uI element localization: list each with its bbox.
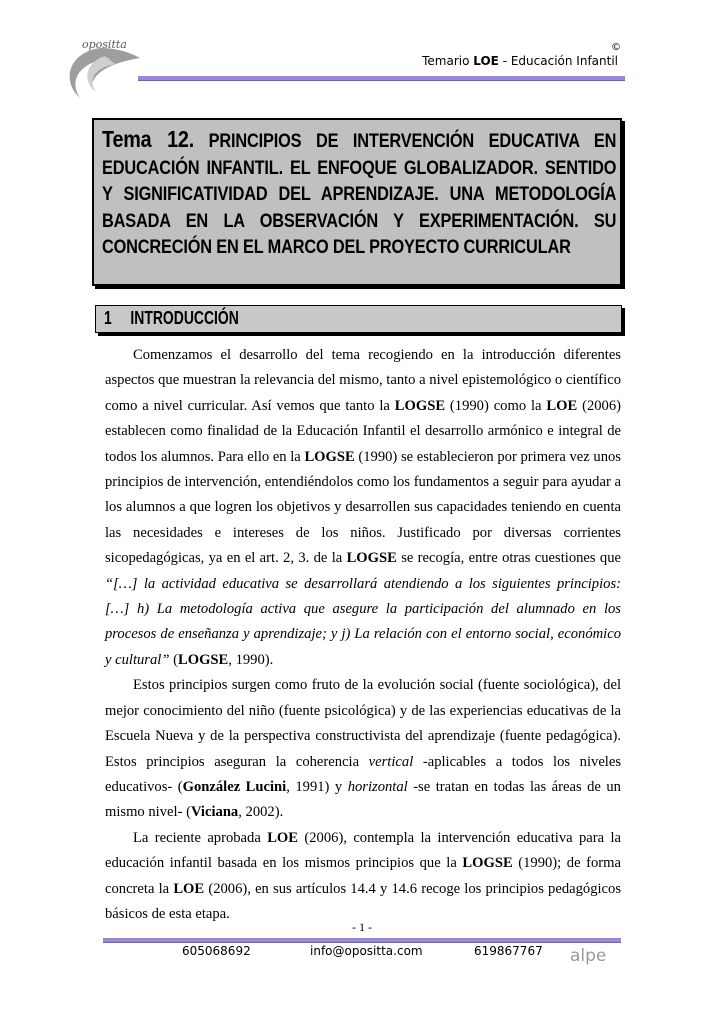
- header-divider: [138, 76, 625, 81]
- section-heading-text: [104, 308, 254, 329]
- text-segment: Estos principios surgen como fruto de la evolución social (fuente sociológica), del mejor conocimiento del niño (fuente psicológica) y de las experiencias educativas de la Escuela Nueva y de la perspectiva constructivista del aprendizaje (fuente pedagógica). Estos principios aseguran la coherencia: [105, 677, 621, 770]
- text-segment: , 2002).: [238, 804, 284, 821]
- section-heading: [95, 305, 622, 333]
- bold-text: LOGSE: [394, 397, 446, 414]
- section-number: 1: [104, 308, 112, 328]
- topic-title-box: [92, 118, 622, 286]
- page-number: - 1 -: [352, 920, 372, 934]
- bold-text: LOE: [267, 829, 299, 846]
- text-segment: , 1990).: [228, 651, 274, 668]
- text-segment: (1990) se establecieron por primera vez unos principios de intervención, entendiéndolos como los fundamentos a seguir para ayudar a los alumnos a que logren los objetivos y desarrollen sus capacidades teniendo en cuenta las necesidades e intereses de los niños. Justificado por diversas corrientes sicopedagógicas, ya en el art. 2, 3. de la: [105, 448, 621, 567]
- bold-text: LOGSE: [177, 651, 229, 668]
- paragraph: [105, 826, 621, 928]
- footer-phone-1: 605068692: [182, 944, 251, 958]
- paragraph: [105, 673, 621, 825]
- section-title: INTRODUCCIÓN: [130, 308, 239, 328]
- text-segment: (1990) como la: [445, 397, 547, 414]
- text-segment: Comenzamos el desarrollo del tema recogiendo en la introducción diferentes aspectos que muestran la relevancia del mismo, tanto a nivel epistemológico o científico como a nivel curricular. Así vemos que tanto la: [105, 347, 621, 414]
- header-title-prefix: Temario: [422, 54, 474, 68]
- header-title: [422, 54, 618, 68]
- copyright-symbol: ©: [611, 42, 621, 53]
- body-text: [105, 343, 621, 927]
- bold-text: LOE: [173, 880, 205, 897]
- footer-divider: [103, 938, 621, 943]
- text-segment: (: [169, 651, 178, 668]
- bold-text: LOE: [546, 397, 578, 414]
- topic-title-text: PRINCIPIOS DE INTERVENCIÓN EDUCATIVA EN EDUCACIÓN INFANTIL. EL ENFOQUE GLOBALIZADOR. SENTIDO Y SIGNIFICATIVIDAD DEL APRENDIZAJE. UNA METODOLOGÍA BASADA EN LA OBSERVACIÓN Y EXPERIMENTACIÓN. SU CONCRECIÓN EN EL MARCO DEL PROYECTO CURRICULAR: [102, 131, 617, 258]
- footer-phone-2: 619867767: [474, 944, 543, 958]
- topic-number: Tema 12.: [102, 126, 195, 152]
- text-segment: , 1991) y: [286, 778, 348, 795]
- italic-quote: horizontal: [347, 778, 408, 795]
- italic-quote: “[…] la actividad educativa se desarrollará atendiendo a los siguientes principios: […] h) La metodología activa que asegure la participación del alumnado en los procesos de enseñanza y aprendizaje; y j) La relación con el entorno social, económico y cultural”: [105, 575, 621, 668]
- text-segment: (2006), en sus artículos 14.4 y 14.6 recoge los principios pedagógicos básicos de esta etapa.: [105, 880, 622, 922]
- bold-text: Viciana: [190, 804, 239, 821]
- text-segment: (1990); de forma concreta la: [105, 855, 621, 897]
- header-title-bold: LOE: [473, 54, 499, 68]
- text-segment: (2006), contempla la intervención educativa para la educación infantil basada en los mismos principios que la: [105, 829, 622, 872]
- footer-email: info@opositta.com: [310, 944, 423, 958]
- alpe-logo: alpe: [570, 946, 607, 966]
- paragraph: [105, 343, 621, 673]
- italic-quote: vertical: [368, 753, 414, 770]
- bold-text: LOGSE: [346, 550, 397, 567]
- header-title-suffix: - Educación Infantil: [498, 54, 618, 68]
- bold-text: LOGSE: [462, 855, 513, 872]
- text-segment: (2006) establecen como finalidad de la Educación Infantil el desarrollo armónico e integral de todos los alumnos. Para ello en la: [105, 397, 621, 465]
- topic-title: [102, 126, 616, 262]
- text-segment: -se tratan en todas las áreas de un mismo nivel- (: [105, 778, 621, 821]
- bold-text: LOGSE: [304, 448, 355, 465]
- text-segment: La reciente aprobada: [133, 829, 268, 846]
- text-segment: -aplicables a todos los niveles educativos- (: [105, 753, 622, 795]
- bold-text: González Lucini: [182, 778, 287, 795]
- logo-text: opositta: [82, 38, 127, 51]
- text-segment: se recogía, entre otras cuestiones que: [396, 550, 621, 567]
